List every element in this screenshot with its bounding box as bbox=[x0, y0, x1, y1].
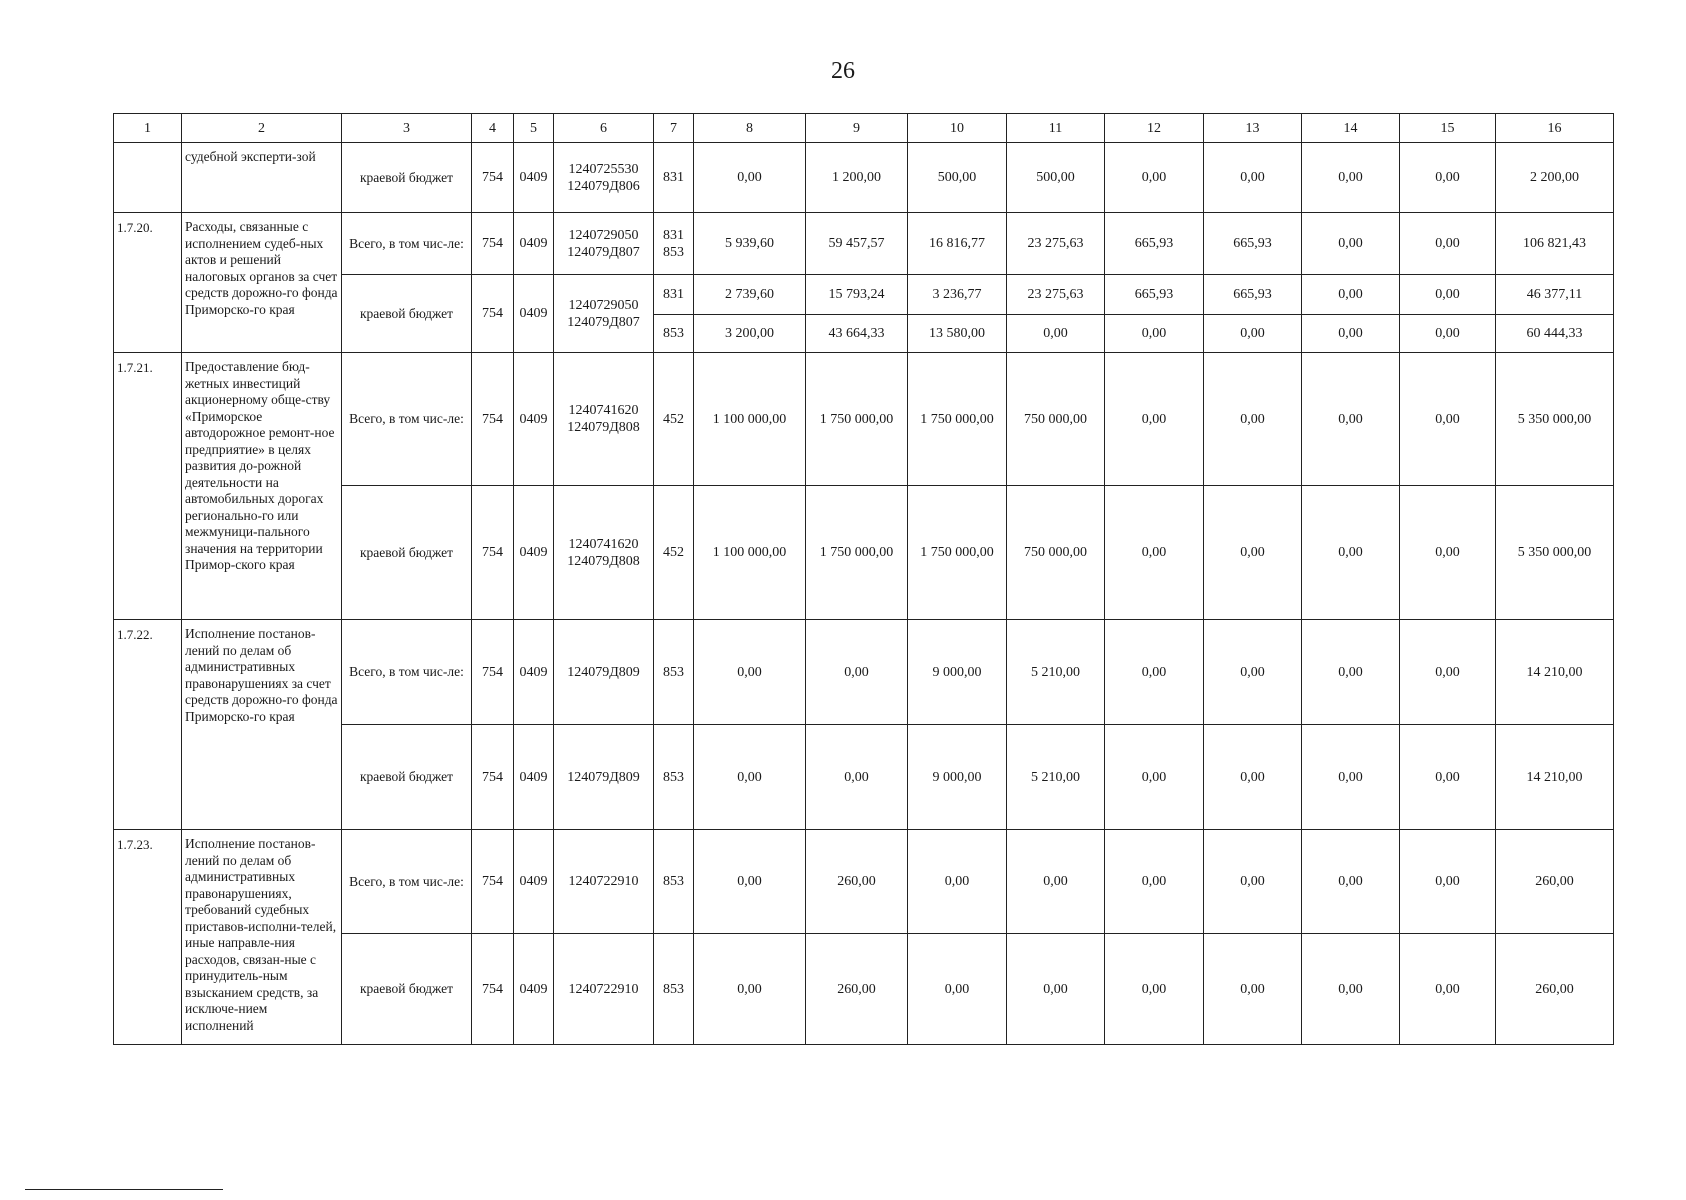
code-ministry: 754 bbox=[472, 213, 514, 275]
amount-col-12: 0,00 bbox=[1105, 934, 1204, 1045]
table-row bbox=[114, 353, 1614, 486]
code-target: 1240722910 bbox=[554, 934, 654, 1045]
code-target: 1240741620 124079Д808 bbox=[554, 486, 654, 620]
amount-col-9: 0,00 bbox=[806, 725, 908, 830]
amount-col-14: 0,00 bbox=[1302, 620, 1400, 725]
amount-col-15: 0,00 bbox=[1400, 620, 1496, 725]
amount-col-8: 0,00 bbox=[694, 934, 806, 1045]
row-number: 1.7.22. bbox=[114, 620, 182, 830]
amount-col-12: 0,00 bbox=[1105, 143, 1204, 213]
code-ministry: 754 bbox=[472, 830, 514, 934]
column-header-6: 6 bbox=[554, 114, 654, 143]
column-header-2: 2 bbox=[182, 114, 342, 143]
funding-source: Всего, в том чис-ле: bbox=[342, 620, 472, 725]
amount-col-8: 0,00 bbox=[694, 620, 806, 725]
amount-col-12: 0,00 bbox=[1105, 486, 1204, 620]
amount-col-15: 0,00 bbox=[1400, 725, 1496, 830]
column-header-14: 14 bbox=[1302, 114, 1400, 143]
amount-col-10: 9 000,00 bbox=[908, 620, 1007, 725]
table-header-row bbox=[114, 114, 1614, 143]
code-expense-type: 853 bbox=[654, 315, 694, 353]
table-row bbox=[114, 620, 1614, 725]
amount-col-11: 0,00 bbox=[1007, 315, 1105, 353]
amount-col-9: 15 793,24 bbox=[806, 275, 908, 315]
amount-col-10: 500,00 bbox=[908, 143, 1007, 213]
amount-col-11: 5 210,00 bbox=[1007, 620, 1105, 725]
amount-col-15: 0,00 bbox=[1400, 830, 1496, 934]
funding-source: Всего, в том чис-ле: bbox=[342, 353, 472, 486]
amount-col-10: 0,00 bbox=[908, 934, 1007, 1045]
code-ministry: 754 bbox=[472, 934, 514, 1045]
row-description: судебной эксперти-зой bbox=[182, 143, 342, 213]
funding-source: краевой бюджет bbox=[342, 934, 472, 1045]
amount-col-9: 1 750 000,00 bbox=[806, 353, 908, 486]
amount-col-13: 0,00 bbox=[1204, 620, 1302, 725]
code-section: 0409 bbox=[514, 353, 554, 486]
code-ministry: 754 bbox=[472, 486, 514, 620]
amount-col-11: 500,00 bbox=[1007, 143, 1105, 213]
code-expense-type: 853 bbox=[654, 934, 694, 1045]
amount-col-11: 0,00 bbox=[1007, 830, 1105, 934]
amount-col-12: 665,93 bbox=[1105, 275, 1204, 315]
amount-col-15: 0,00 bbox=[1400, 213, 1496, 275]
code-target: 1240729050 124079Д807 bbox=[554, 275, 654, 353]
funding-source: краевой бюджет bbox=[342, 275, 472, 353]
code-expense-type: 853 bbox=[654, 620, 694, 725]
code-expense-type: 452 bbox=[654, 486, 694, 620]
amount-col-15: 0,00 bbox=[1400, 934, 1496, 1045]
amount-col-10: 16 816,77 bbox=[908, 213, 1007, 275]
funding-source: краевой бюджет bbox=[342, 486, 472, 620]
amount-col-13: 665,93 bbox=[1204, 275, 1302, 315]
amount-col-11: 0,00 bbox=[1007, 934, 1105, 1045]
amount-col-14: 0,00 bbox=[1302, 213, 1400, 275]
column-header-11: 11 bbox=[1007, 114, 1105, 143]
amount-col-14: 0,00 bbox=[1302, 353, 1400, 486]
column-header-3: 3 bbox=[342, 114, 472, 143]
amount-col-16: 5 350 000,00 bbox=[1496, 486, 1614, 620]
amount-col-9: 43 664,33 bbox=[806, 315, 908, 353]
row-description: Исполнение постанов-лений по делам об административных правонарушениях за счет средств дорожно-го фонда Приморско-го края bbox=[182, 620, 342, 830]
code-section: 0409 bbox=[514, 934, 554, 1045]
code-target: 1240725530 124079Д806 bbox=[554, 143, 654, 213]
code-target: 124079Д809 bbox=[554, 725, 654, 830]
column-header-7: 7 bbox=[654, 114, 694, 143]
code-section: 0409 bbox=[514, 143, 554, 213]
amount-col-16: 106 821,43 bbox=[1496, 213, 1614, 275]
amount-col-16: 46 377,11 bbox=[1496, 275, 1614, 315]
amount-col-15: 0,00 bbox=[1400, 315, 1496, 353]
amount-col-14: 0,00 bbox=[1302, 725, 1400, 830]
column-header-1: 1 bbox=[114, 114, 182, 143]
amount-col-14: 0,00 bbox=[1302, 934, 1400, 1045]
column-header-10: 10 bbox=[908, 114, 1007, 143]
row-description: Предоставление бюд-жетных инвестиций акционерному обще-ству «Приморское автодорожное ремонт-ное предприятие» в целях развития до-рожной деятельности на автомобильных дорогах регионально-го или межмуници-пального значения на территории Примор-ского края bbox=[182, 353, 342, 620]
column-header-15: 15 bbox=[1400, 114, 1496, 143]
code-section: 0409 bbox=[514, 725, 554, 830]
row-number bbox=[114, 143, 182, 213]
column-header-5: 5 bbox=[514, 114, 554, 143]
amount-col-11: 750 000,00 bbox=[1007, 486, 1105, 620]
amount-col-13: 0,00 bbox=[1204, 143, 1302, 213]
amount-col-9: 260,00 bbox=[806, 830, 908, 934]
table-row bbox=[114, 143, 1614, 213]
funding-source: Всего, в том чис-ле: bbox=[342, 213, 472, 275]
row-description: Расходы, связанные с исполнением судеб-ных актов и решений налоговых органов за счет средств дорожно-го фонда Приморско-го края bbox=[182, 213, 342, 353]
amount-col-16: 2 200,00 bbox=[1496, 143, 1614, 213]
column-header-16: 16 bbox=[1496, 114, 1614, 143]
amount-col-15: 0,00 bbox=[1400, 486, 1496, 620]
funding-source: краевой бюджет bbox=[342, 143, 472, 213]
budget-table bbox=[113, 113, 1614, 1045]
amount-col-13: 0,00 bbox=[1204, 486, 1302, 620]
amount-col-16: 60 444,33 bbox=[1496, 315, 1614, 353]
column-header-9: 9 bbox=[806, 114, 908, 143]
amount-col-14: 0,00 bbox=[1302, 143, 1400, 213]
amount-col-11: 23 275,63 bbox=[1007, 275, 1105, 315]
code-target: 1240729050 124079Д807 bbox=[554, 213, 654, 275]
amount-col-13: 0,00 bbox=[1204, 830, 1302, 934]
amount-col-10: 1 750 000,00 bbox=[908, 486, 1007, 620]
amount-col-8: 3 200,00 bbox=[694, 315, 806, 353]
code-target: 124079Д809 bbox=[554, 620, 654, 725]
row-number: 1.7.20. bbox=[114, 213, 182, 353]
amount-col-8: 2 739,60 bbox=[694, 275, 806, 315]
amount-col-12: 0,00 bbox=[1105, 353, 1204, 486]
amount-col-9: 260,00 bbox=[806, 934, 908, 1045]
column-header-12: 12 bbox=[1105, 114, 1204, 143]
code-ministry: 754 bbox=[472, 353, 514, 486]
table-row bbox=[114, 830, 1614, 934]
code-target: 1240741620 124079Д808 bbox=[554, 353, 654, 486]
amount-col-14: 0,00 bbox=[1302, 315, 1400, 353]
amount-col-14: 0,00 bbox=[1302, 830, 1400, 934]
amount-col-11: 23 275,63 bbox=[1007, 213, 1105, 275]
code-expense-type: 452 bbox=[654, 353, 694, 486]
amount-col-16: 260,00 bbox=[1496, 830, 1614, 934]
footnote-separator bbox=[25, 1189, 223, 1190]
amount-col-8: 0,00 bbox=[694, 725, 806, 830]
amount-col-8: 0,00 bbox=[694, 143, 806, 213]
amount-col-8: 5 939,60 bbox=[694, 213, 806, 275]
amount-col-11: 5 210,00 bbox=[1007, 725, 1105, 830]
row-description: Исполнение постанов-лений по делам об административных правонарушениях, требований судебных приставов-исполни-телей, иные направле-ния расходов, связан-ные с принудитель-ным взысканием средств, за исключе-нием исполнений bbox=[182, 830, 342, 1045]
amount-col-13: 0,00 bbox=[1204, 934, 1302, 1045]
amount-col-12: 0,00 bbox=[1105, 315, 1204, 353]
amount-col-13: 665,93 bbox=[1204, 213, 1302, 275]
amount-col-9: 1 200,00 bbox=[806, 143, 908, 213]
code-section: 0409 bbox=[514, 486, 554, 620]
amount-col-13: 0,00 bbox=[1204, 315, 1302, 353]
table-row bbox=[114, 213, 1614, 275]
code-expense-type: 831 bbox=[654, 143, 694, 213]
table-body bbox=[114, 143, 1614, 1045]
amount-col-8: 0,00 bbox=[694, 830, 806, 934]
code-ministry: 754 bbox=[472, 275, 514, 353]
amount-col-9: 59 457,57 bbox=[806, 213, 908, 275]
amount-col-16: 5 350 000,00 bbox=[1496, 353, 1614, 486]
amount-col-11: 750 000,00 bbox=[1007, 353, 1105, 486]
amount-col-13: 0,00 bbox=[1204, 725, 1302, 830]
funding-source: Всего, в том чис-ле: bbox=[342, 830, 472, 934]
amount-col-15: 0,00 bbox=[1400, 353, 1496, 486]
code-expense-type: 831 bbox=[654, 275, 694, 315]
code-expense-type: 853 bbox=[654, 830, 694, 934]
amount-col-15: 0,00 bbox=[1400, 275, 1496, 315]
code-section: 0409 bbox=[514, 620, 554, 725]
amount-col-10: 13 580,00 bbox=[908, 315, 1007, 353]
amount-col-9: 0,00 bbox=[806, 620, 908, 725]
column-header-8: 8 bbox=[694, 114, 806, 143]
amount-col-12: 0,00 bbox=[1105, 830, 1204, 934]
page-number: 26 bbox=[831, 58, 855, 84]
amount-col-8: 1 100 000,00 bbox=[694, 486, 806, 620]
amount-col-15: 0,00 bbox=[1400, 143, 1496, 213]
code-ministry: 754 bbox=[472, 143, 514, 213]
amount-col-16: 14 210,00 bbox=[1496, 725, 1614, 830]
code-ministry: 754 bbox=[472, 725, 514, 830]
column-header-13: 13 bbox=[1204, 114, 1302, 143]
funding-source: краевой бюджет bbox=[342, 725, 472, 830]
amount-col-10: 1 750 000,00 bbox=[908, 353, 1007, 486]
column-header-4: 4 bbox=[472, 114, 514, 143]
amount-col-8: 1 100 000,00 bbox=[694, 353, 806, 486]
amount-col-10: 0,00 bbox=[908, 830, 1007, 934]
amount-col-9: 1 750 000,00 bbox=[806, 486, 908, 620]
code-ministry: 754 bbox=[472, 620, 514, 725]
code-section: 0409 bbox=[514, 830, 554, 934]
amount-col-13: 0,00 bbox=[1204, 353, 1302, 486]
amount-col-16: 260,00 bbox=[1496, 934, 1614, 1045]
amount-col-10: 3 236,77 bbox=[908, 275, 1007, 315]
code-target: 1240722910 bbox=[554, 830, 654, 934]
amount-col-12: 665,93 bbox=[1105, 213, 1204, 275]
row-number: 1.7.21. bbox=[114, 353, 182, 620]
row-number: 1.7.23. bbox=[114, 830, 182, 1045]
code-section: 0409 bbox=[514, 213, 554, 275]
amount-col-16: 14 210,00 bbox=[1496, 620, 1614, 725]
amount-col-12: 0,00 bbox=[1105, 725, 1204, 830]
code-section: 0409 bbox=[514, 275, 554, 353]
amount-col-12: 0,00 bbox=[1105, 620, 1204, 725]
code-expense-type: 831 853 bbox=[654, 213, 694, 275]
amount-col-14: 0,00 bbox=[1302, 486, 1400, 620]
amount-col-10: 9 000,00 bbox=[908, 725, 1007, 830]
amount-col-14: 0,00 bbox=[1302, 275, 1400, 315]
code-expense-type: 853 bbox=[654, 725, 694, 830]
